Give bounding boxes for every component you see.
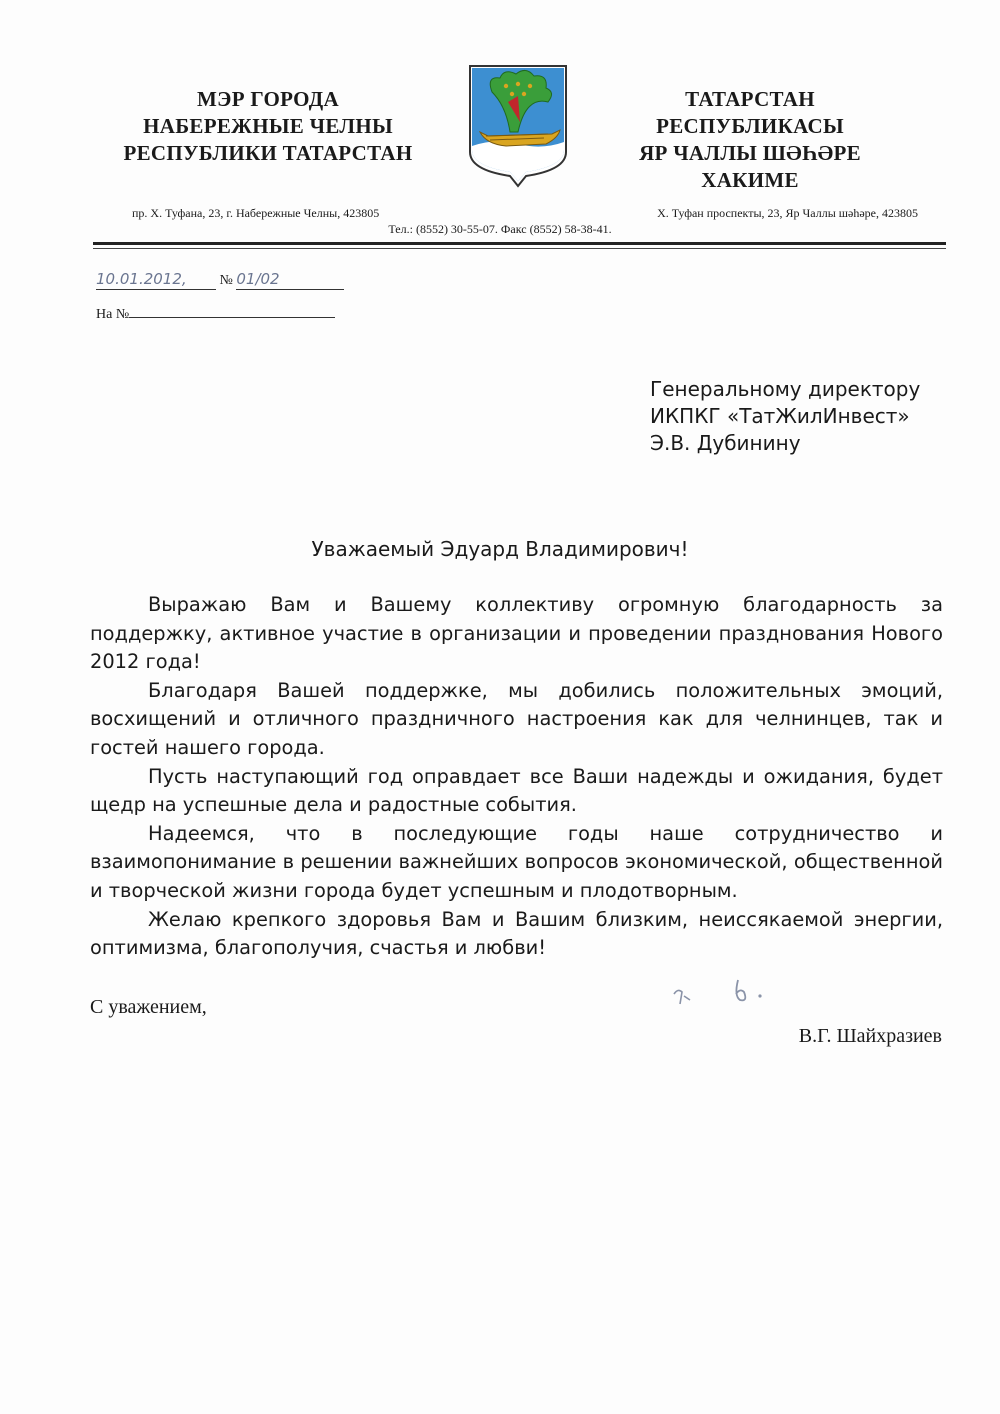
addressee-line-1: Генеральному директору: [650, 377, 921, 401]
address-left: пр. Х. Туфана, 23, г. Набережные Челны, 423805: [132, 206, 380, 220]
handwritten-signature-icon: [668, 970, 778, 1015]
header-left-line-1: МЭР ГОРОДА: [197, 87, 339, 111]
header-divider-thin: [93, 248, 946, 249]
header-right-line-3: ХАКИМЕ: [701, 168, 799, 192]
reference-field: [129, 303, 335, 318]
salutation: Уважаемый Эдуард Владимирович!: [311, 537, 689, 561]
date-handwritten: 10.01.2012,: [96, 270, 187, 288]
header-left-title: [108, 86, 428, 167]
city-emblem-icon: [466, 62, 570, 188]
addressee-block: [650, 376, 920, 457]
header-right-line-1: ТАТАРСТАН РЕСПУБЛИКАСЫ: [656, 87, 844, 138]
registration-line: [96, 270, 344, 290]
number-label: №: [219, 273, 233, 288]
header-divider-thick: [93, 242, 946, 245]
number-field: [236, 270, 344, 290]
addressee-line-3: Э.В. Дубинину: [650, 431, 801, 455]
header-right-title: [590, 86, 910, 194]
header-left-line-2: НАБЕРЕЖНЫЕ ЧЕЛНЫ: [143, 114, 393, 138]
date-field: [96, 270, 216, 290]
letter-body: [90, 591, 943, 963]
addressee-line-2: ИКПКГ «ТатЖилИнвест»: [650, 404, 910, 428]
signer-name: В.Г. Шайхразиев: [798, 1025, 942, 1047]
paragraph: Благодаря Вашей поддержке, мы добились положительных эмоций, восхищений и отличного праздничного настроения как для челнинцев, так и гостей нашего города.: [90, 678, 943, 759]
phone-fax: Тел.: (8552) 30-55-07. Факс (8552) 58-38-41.: [388, 222, 612, 236]
paragraph: Выражаю Вам и Вашему коллективу огромную благодарность за поддержку, активное участие в организации и проведении празднования Нового 2012 года!: [90, 593, 943, 674]
reference-line: [96, 303, 335, 323]
paragraph: Желаю крепкого здоровья Вам и Вашим близким, неиссякаемой энергии, оптимизма, благополучия, счастья и любви!: [90, 907, 943, 960]
paragraph: Пусть наступающий год оправдает все Ваши надежды и ожидания, будет щедр на успешные дела и радостные события.: [90, 764, 943, 817]
header-left-line-3: РЕСПУБЛИКИ ТАТАРСТАН: [123, 141, 413, 165]
number-handwritten: 01/02: [236, 270, 280, 288]
paragraph: Надеемся, что в последующие годы наше сотрудничество и взаимопонимание в решении важнейших вопросов экономической, общественной и творческой жизни города будет успешным и плодотворным.: [90, 821, 943, 902]
closing: С уважением,: [90, 996, 207, 1018]
header-right-line-2: ЯР ЧАЛЛЫ ШӘҺӘРЕ: [639, 141, 861, 165]
reference-label: На №: [96, 307, 130, 322]
address-right: Х. Туфан проспекты, 23, Яр Чаллы шәһәре, 423805: [657, 206, 918, 220]
